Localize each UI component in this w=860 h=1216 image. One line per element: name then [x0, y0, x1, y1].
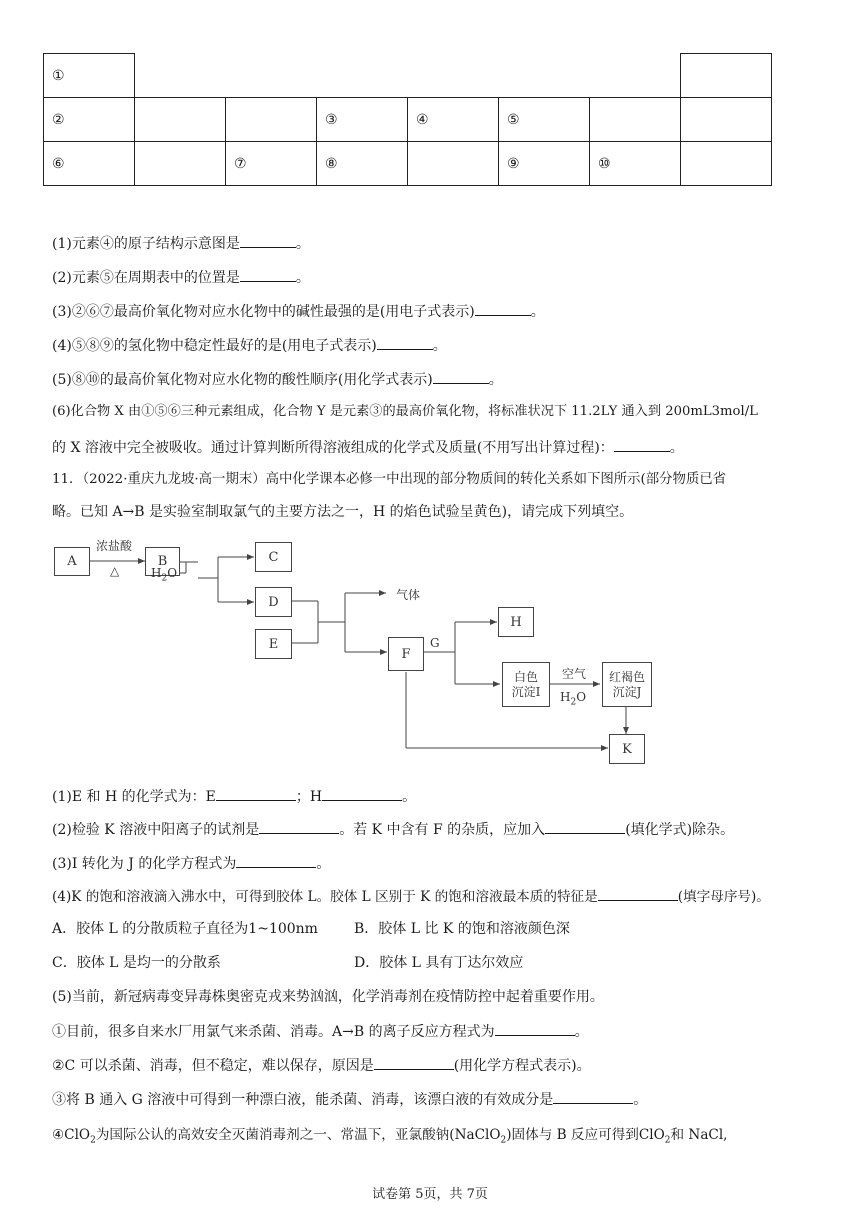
- question-10-6: (6)化合物 X 由①⑤⑥三种元素组成，化合物 Y 是元素③的最高价氧化物，将标准状况下 11.2LY 通入到 200mL3mol/L: [52, 404, 758, 419]
- question-11-4: (4)K 的饱和溶液滴入沸水中，可得到胶体 L。胶体 L 区别于 K 的饱和溶液最本质的特征是 (填字母序号)。: [52, 886, 770, 906]
- table-cell: ⑧: [317, 142, 408, 186]
- question-10-2: (2)元素⑤在周期表中的位置是 。: [52, 267, 310, 287]
- table-cell: ⑤: [499, 98, 590, 142]
- node-c: C: [255, 542, 292, 572]
- answer-blank-e[interactable]: [216, 786, 296, 801]
- question-11-2: (2)检验 K 溶液中阳离子的试剂是 。若 K 中含有 F 的杂质，应加入 (填化学式)除杂。: [52, 819, 734, 839]
- answer-blank[interactable]: [598, 886, 678, 901]
- option-a[interactable]: A．胶体 L 的分散质粒子直径为1~100nm: [52, 921, 318, 937]
- question-11-3: (3)I 转化为 J 的化学方程式为 。: [52, 853, 330, 873]
- label-water-ij: $H_2O$: [560, 690, 587, 708]
- question-10-4: (4)⑤⑧⑨的氢化物中稳定性最好的是(用电子式表示) 。: [52, 335, 447, 355]
- question-11-5-3: ③将 B 通入 G 溶液中可得到一种漂白液，能杀菌、消毒，该漂白液的有效成分是 。: [52, 1089, 647, 1109]
- page-footer: 试卷第 5页，共 7页: [372, 1187, 488, 1202]
- question-11-5: (5)当前，新冠病毒变异毒株奥密克戎来势汹汹，化学消毒剂在疫情防控中起着重要作用。: [52, 989, 604, 1005]
- question-10-6-cont: 的 X 溶液中完全被吸收。通过计算判断所得溶液组成的化学式及质量(不用写出计算过程)： 。: [52, 437, 684, 457]
- node-j: 红褐色 沉淀J: [602, 662, 652, 707]
- label-air: 空气: [562, 667, 587, 681]
- answer-blank[interactable]: [236, 853, 316, 868]
- question-11-stem: 11．（2022·重庆九龙坡·高一期末）高中化学课本必修一中出现的部分物质间的转化关系如下图所示(部分物质已省: [52, 472, 727, 487]
- label-conc-hcl: 浓盐酸: [96, 539, 133, 553]
- answer-blank[interactable]: [374, 1055, 454, 1070]
- node-d: D: [255, 587, 292, 617]
- label-water-b: $H_2O$: [151, 566, 178, 584]
- option-b[interactable]: B．胶体 L 比 K 的饱和溶液颜色深: [354, 921, 570, 937]
- option-d[interactable]: D．胶体 L 具有丁达尔效应: [354, 955, 524, 971]
- node-h: H: [498, 607, 534, 637]
- option-c[interactable]: C．胶体 L 是均一的分散系: [52, 955, 221, 971]
- answer-blank[interactable]: [259, 819, 339, 834]
- answer-blank[interactable]: [495, 1021, 575, 1036]
- table-cell: ⑥: [44, 142, 135, 186]
- question-11-5-1: ①目前，很多自来水厂用氯气来杀菌、消毒。A→B 的离子反应方程式为 。: [52, 1021, 589, 1041]
- question-11-5-4: ④ClO$_2$为国际公认的高效安全灭菌消毒剂之一、常温下，亚氯酸钠(NaClO$_2$)固体与 B 反应可得到ClO$_2$和 NaCl,: [52, 1127, 728, 1146]
- answer-blank-h[interactable]: [322, 786, 402, 801]
- table-cell: ⑩: [590, 142, 681, 186]
- answer-blank[interactable]: [545, 819, 625, 834]
- table-cell: ②: [44, 98, 135, 142]
- question-10-3: (3)②⑥⑦最高价氧化物对应水化物中的碱性最强的是(用电子式表示) 。: [52, 301, 545, 321]
- node-i: 白色 沉淀I: [502, 662, 550, 707]
- answer-blank[interactable]: [553, 1089, 633, 1104]
- question-11-stem-cont: 略。已知 A→B 是实验室制取氯气的主要方法之一，H 的焰色试验呈黄色)，请完成下列填空。: [52, 504, 634, 520]
- table-cell: ③: [317, 98, 408, 142]
- label-gas: 气体: [396, 588, 421, 602]
- node-k: K: [609, 734, 645, 764]
- question-10-1: (1)元素④的原子结构示意图是 。: [52, 233, 310, 253]
- question-11-5-2: ②C 可以杀菌、消毒，但不稳定，难以保存，原因是 (用化学方程式表示)。: [52, 1055, 591, 1075]
- table-cell: ①: [44, 54, 135, 98]
- table-cell: ⑦: [226, 142, 317, 186]
- node-b: B: [145, 547, 180, 576]
- node-e: E: [255, 629, 292, 659]
- node-a: A: [54, 547, 90, 576]
- table-cell: ④: [408, 98, 499, 142]
- node-f: F: [388, 637, 424, 671]
- label-heat: △: [110, 564, 120, 578]
- label-g: G: [430, 636, 440, 650]
- question-11-1: (1)E 和 H 的化学式为：E ；H 。: [52, 786, 416, 806]
- table-cell: ⑨: [499, 142, 590, 186]
- question-10-5: (5)⑧⑩的最高价氧化物对应水化物的酸性顺序(用化学式表示) 。: [52, 369, 503, 389]
